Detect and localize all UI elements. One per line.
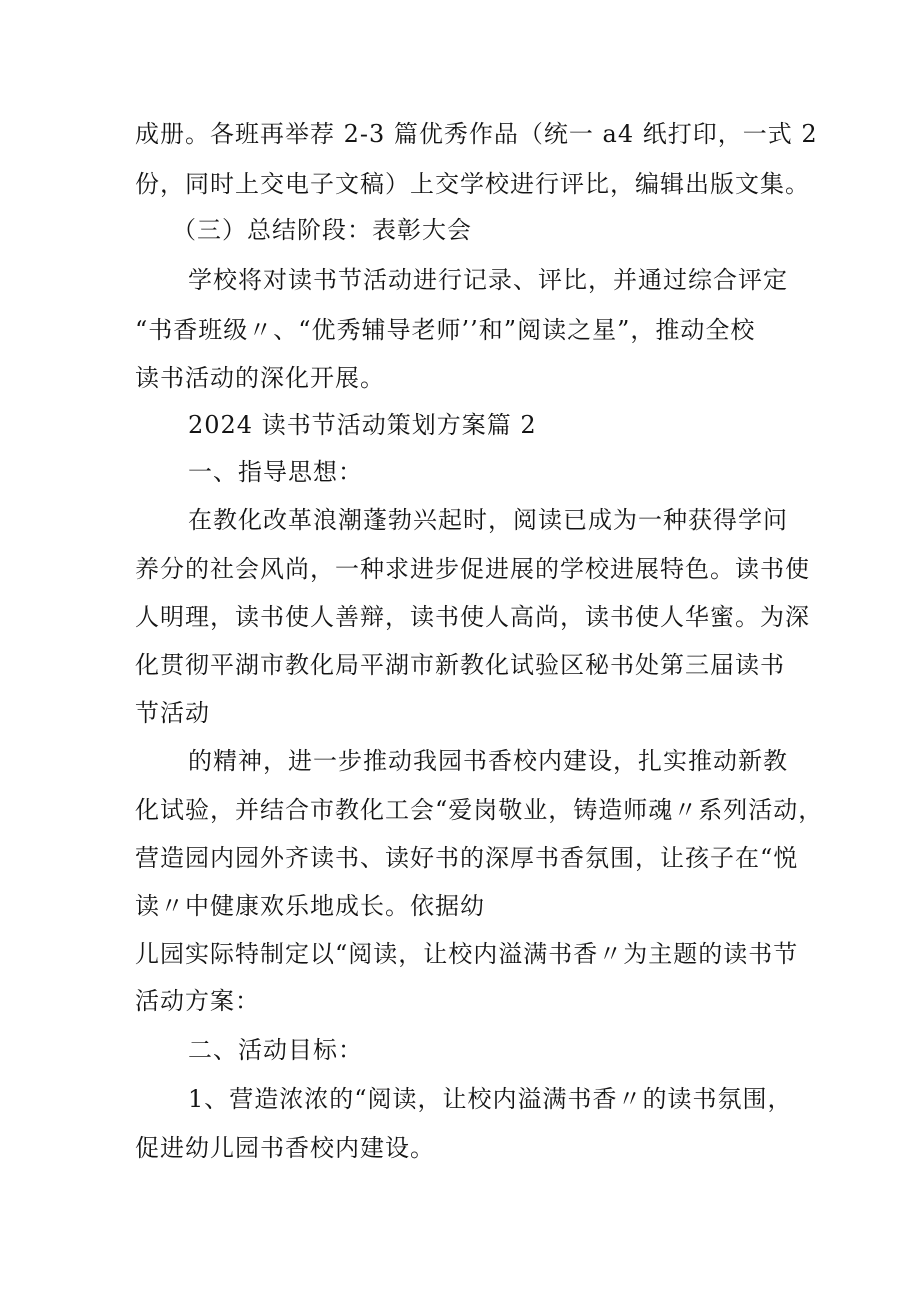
section-heading: 一、指导思想：	[188, 458, 363, 486]
paragraph-line: 儿园实际特制定以“阅读，让校内溢满书香〃为主题的读书节	[135, 940, 799, 968]
paragraph-line: 读〃中健康欢乐地成长。依据幼	[135, 892, 485, 920]
paragraph-line: 1、营造浓浓的“阅读，让校内溢满书香〃的读书氛围，	[188, 1085, 793, 1113]
paragraph-line: 份，同时上交电子文稿）上交学校进行评比，编辑出版文集。	[135, 170, 810, 198]
section-heading: 二、活动目标：	[188, 1036, 363, 1064]
paragraph-line: 节活动	[135, 699, 210, 727]
section-heading: （三）总结阶段：表彰大会	[172, 216, 472, 244]
paragraph-line: “书香班级〃、“优秀辅导老师’’和”阅读之星”，推动全校	[135, 316, 756, 344]
paragraph-line: 化试验，并结合市教化工会“爱岗敬业，铸造师魂〃系列活动，	[135, 796, 824, 824]
paragraph-line: 促进幼儿园书香校内建设。	[135, 1134, 435, 1162]
paragraph-line: 在教化改革浪潮蓬勃兴起时，阅读已成为一种获得学问	[188, 506, 788, 534]
paragraph-line: 读书活动的深化开展。	[135, 364, 385, 392]
paragraph-line: 成册。各班再举荐 2-3 篇优秀作品（统一 a4 纸打印，一式 2	[135, 120, 818, 148]
paragraph-line: 学校将对读书节活动进行记录、评比，并通过综合评定	[188, 266, 788, 294]
paragraph-line: 活动方案：	[135, 987, 260, 1015]
paragraph-line: 的精神，进一步推动我园书香校内建设，扎实推动新教	[188, 747, 788, 775]
article-title: 2024 读书节活动策划方案篇 2	[188, 411, 537, 439]
paragraph-line: 营造园内园外齐读书、读好书的深厚书香氛围，让孩子在“悦	[135, 844, 799, 872]
paragraph-line: 人明理，读书使人善辩，读书使人高尚，读书使人华蜜。为深	[135, 603, 810, 631]
paragraph-line: 养分的社会风尚，一种求进步促进展的学校进展特色。读书使	[135, 555, 810, 583]
paragraph-line: 化贯彻平湖市教化局平湖市新教化试验区秘书处第三届读书	[135, 651, 785, 679]
